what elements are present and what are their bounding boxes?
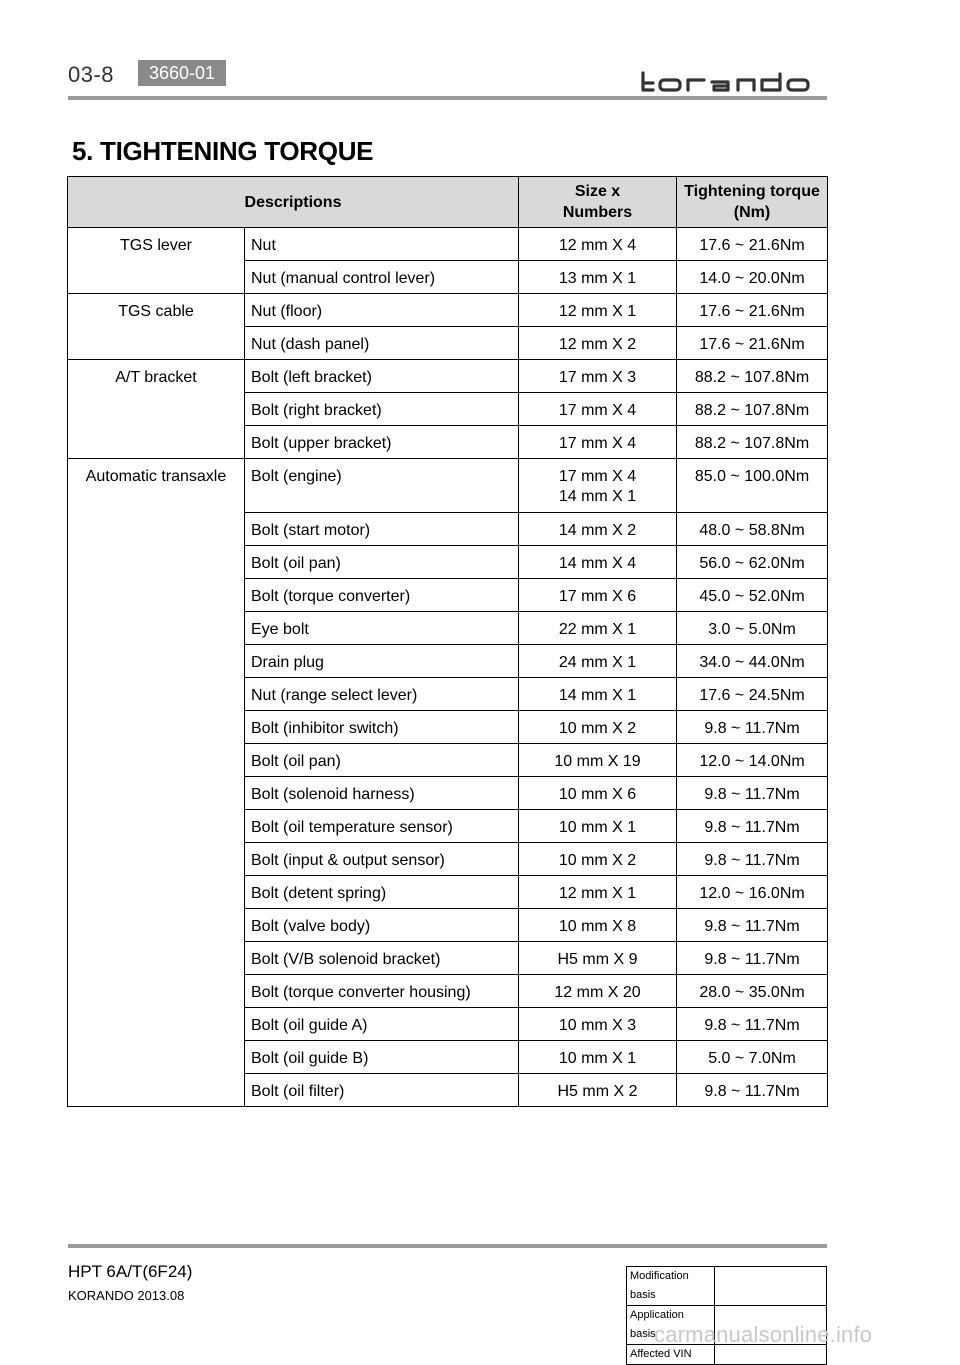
size-value: 24 mm X 1 bbox=[558, 654, 637, 671]
torque-cell: 17.6 ~ 21.6Nm bbox=[677, 294, 828, 327]
modification-basis-row bbox=[627, 1267, 827, 1306]
size-numbers-cell bbox=[519, 876, 677, 909]
size-numbers-cell bbox=[519, 1041, 677, 1074]
size-numbers-cell bbox=[519, 228, 677, 261]
size-numbers-cell bbox=[519, 744, 677, 777]
size-value: 12 mm X 1 bbox=[558, 885, 637, 902]
torque-cell: 85.0 ~ 100.0Nm bbox=[677, 459, 828, 513]
size-numbers-cell bbox=[519, 711, 677, 744]
size-value: 12 mm X 1 bbox=[558, 303, 637, 320]
table-row bbox=[68, 228, 828, 261]
size-numbers-cell bbox=[519, 579, 677, 612]
table-header-row bbox=[68, 177, 828, 228]
torque-cell: 48.0 ~ 58.8Nm bbox=[677, 513, 828, 546]
description-cell: Bolt (right bracket) bbox=[245, 393, 519, 426]
size-numbers-cell bbox=[519, 546, 677, 579]
footer-vehicle: KORANDO 2013.08 bbox=[68, 1288, 185, 1303]
footer-model: HPT 6A/T(6F24) bbox=[68, 1262, 193, 1281]
tightening-torque-table bbox=[67, 176, 828, 1107]
modification-basis-label: Modification basis bbox=[627, 1267, 715, 1306]
size-value: 17 mm X 6 bbox=[558, 588, 637, 605]
size-numbers-cell bbox=[519, 513, 677, 546]
size-value: 13 mm X 1 bbox=[558, 270, 637, 287]
korando-logo bbox=[640, 70, 826, 94]
torque-cell: 9.8 ~ 11.7Nm bbox=[677, 711, 828, 744]
torque-cell: 56.0 ~ 62.0Nm bbox=[677, 546, 828, 579]
section-title: 5. TIGHTENING TORQUE bbox=[72, 136, 374, 166]
group-name-cell: TGS lever bbox=[68, 228, 245, 294]
watermark: carmanualsonline.info bbox=[654, 1322, 873, 1347]
size-numbers-cell bbox=[519, 975, 677, 1008]
size-numbers-cell bbox=[519, 426, 677, 459]
description-cell: Bolt (solenoid harness) bbox=[245, 777, 519, 810]
description-cell: Bolt (upper bracket) bbox=[245, 426, 519, 459]
section-code-badge: 3660-01 bbox=[138, 60, 226, 86]
size-value: 14 mm X 4 bbox=[558, 555, 637, 572]
torque-cell: 9.8 ~ 11.7Nm bbox=[677, 942, 828, 975]
size-numbers-cell bbox=[519, 777, 677, 810]
size-value: 10 mm X 19 bbox=[554, 753, 641, 770]
header-tightening-torque bbox=[677, 177, 828, 228]
group-name-cell: TGS cable bbox=[68, 294, 245, 360]
size-numbers-cell bbox=[519, 810, 677, 843]
description-cell: Drain plug bbox=[245, 645, 519, 678]
size-value: 17 mm X 4 bbox=[558, 468, 637, 485]
size-numbers-cell bbox=[519, 261, 677, 294]
size-value: 22 mm X 1 bbox=[558, 621, 637, 638]
description-cell: Nut (range select lever) bbox=[245, 678, 519, 711]
size-value: 10 mm X 6 bbox=[558, 786, 637, 803]
size-value: 12 mm X 20 bbox=[554, 984, 641, 1001]
torque-cell: 12.0 ~ 16.0Nm bbox=[677, 876, 828, 909]
modification-table bbox=[626, 1266, 827, 1365]
description-cell: Bolt (engine) bbox=[245, 459, 519, 513]
description-cell: Nut (dash panel) bbox=[245, 327, 519, 360]
torque-cell: 88.2 ~ 107.8Nm bbox=[677, 360, 828, 393]
description-cell: Bolt (V/B solenoid bracket) bbox=[245, 942, 519, 975]
size-numbers-cell bbox=[519, 327, 677, 360]
table-row bbox=[68, 459, 828, 513]
size-value: 14 mm X 2 bbox=[558, 522, 637, 539]
description-cell: Bolt (oil guide B) bbox=[245, 1041, 519, 1074]
torque-cell: 17.6 ~ 21.6Nm bbox=[677, 228, 828, 261]
size-value: H5 mm X 2 bbox=[557, 1083, 638, 1100]
description-cell: Bolt (oil filter) bbox=[245, 1074, 519, 1107]
description-cell: Bolt (input & output sensor) bbox=[245, 843, 519, 876]
torque-cell: 28.0 ~ 35.0Nm bbox=[677, 975, 828, 1008]
table-row bbox=[68, 294, 828, 327]
size-numbers-cell bbox=[519, 843, 677, 876]
size-value: 17 mm X 3 bbox=[558, 369, 637, 386]
group-name-cell: Automatic transaxle bbox=[68, 459, 245, 1107]
size-value: 10 mm X 1 bbox=[558, 1050, 637, 1067]
torque-cell: 14.0 ~ 20.0Nm bbox=[677, 261, 828, 294]
modification-basis-value bbox=[715, 1267, 827, 1306]
table-row bbox=[68, 360, 828, 393]
size-numbers-cell bbox=[519, 393, 677, 426]
description-cell: Bolt (oil temperature sensor) bbox=[245, 810, 519, 843]
size-value: 10 mm X 3 bbox=[558, 1017, 637, 1034]
size-value-secondary: 14 mm X 1 bbox=[558, 488, 637, 505]
torque-cell: 88.2 ~ 107.8Nm bbox=[677, 426, 828, 459]
size-value: H5 mm X 9 bbox=[557, 951, 638, 968]
header-torque-line1: Tightening torque bbox=[684, 183, 820, 200]
group-name-cell: A/T bracket bbox=[68, 360, 245, 459]
description-cell: Bolt (oil guide A) bbox=[245, 1008, 519, 1041]
size-numbers-cell bbox=[519, 942, 677, 975]
description-cell: Bolt (valve body) bbox=[245, 909, 519, 942]
size-numbers-cell bbox=[519, 1008, 677, 1041]
torque-cell: 17.6 ~ 24.5Nm bbox=[677, 678, 828, 711]
description-cell: Bolt (left bracket) bbox=[245, 360, 519, 393]
torque-cell: 3.0 ~ 5.0Nm bbox=[677, 612, 828, 645]
size-value: 10 mm X 1 bbox=[558, 819, 637, 836]
size-value: 17 mm X 4 bbox=[558, 435, 637, 452]
description-cell: Bolt (torque converter) bbox=[245, 579, 519, 612]
torque-cell: 34.0 ~ 44.0Nm bbox=[677, 645, 828, 678]
description-cell: Nut (manual control lever) bbox=[245, 261, 519, 294]
size-numbers-cell bbox=[519, 459, 677, 513]
size-numbers-cell bbox=[519, 678, 677, 711]
torque-cell: 12.0 ~ 14.0Nm bbox=[677, 744, 828, 777]
size-numbers-cell bbox=[519, 612, 677, 645]
description-cell: Bolt (start motor) bbox=[245, 513, 519, 546]
torque-cell: 9.8 ~ 11.7Nm bbox=[677, 1008, 828, 1041]
footer-divider bbox=[68, 1244, 827, 1248]
description-cell: Bolt (oil pan) bbox=[245, 744, 519, 777]
torque-cell: 17.6 ~ 21.6Nm bbox=[677, 327, 828, 360]
description-cell: Eye bolt bbox=[245, 612, 519, 645]
size-numbers-cell bbox=[519, 360, 677, 393]
page-number: 03-8 bbox=[68, 62, 115, 87]
size-numbers-cell bbox=[519, 294, 677, 327]
size-value: 17 mm X 4 bbox=[558, 402, 637, 419]
torque-cell: 9.8 ~ 11.7Nm bbox=[677, 810, 828, 843]
torque-cell: 88.2 ~ 107.8Nm bbox=[677, 393, 828, 426]
description-cell: Nut (floor) bbox=[245, 294, 519, 327]
affected-vin-label: Affected VIN bbox=[627, 1345, 715, 1365]
torque-cell: 9.8 ~ 11.7Nm bbox=[677, 843, 828, 876]
header-torque-line2: (Nm) bbox=[733, 204, 771, 221]
header-size-line2: Numbers bbox=[562, 204, 633, 221]
description-cell: Nut bbox=[245, 228, 519, 261]
description-cell: Bolt (detent spring) bbox=[245, 876, 519, 909]
size-numbers-cell bbox=[519, 645, 677, 678]
header-divider bbox=[68, 96, 827, 100]
size-value: 12 mm X 2 bbox=[558, 336, 637, 353]
description-cell: Bolt (torque converter housing) bbox=[245, 975, 519, 1008]
description-cell: Bolt (oil pan) bbox=[245, 546, 519, 579]
application-basis-label: Application basis bbox=[627, 1306, 715, 1345]
header-size-numbers bbox=[519, 177, 677, 228]
size-numbers-cell bbox=[519, 1074, 677, 1107]
torque-cell: 9.8 ~ 11.7Nm bbox=[677, 777, 828, 810]
size-numbers-cell bbox=[519, 909, 677, 942]
size-value: 12 mm X 4 bbox=[558, 237, 637, 254]
torque-cell: 9.8 ~ 11.7Nm bbox=[677, 909, 828, 942]
header-size-line1: Size x bbox=[574, 183, 621, 200]
table-body bbox=[68, 228, 828, 1107]
torque-cell: 45.0 ~ 52.0Nm bbox=[677, 579, 828, 612]
size-value: 10 mm X 2 bbox=[558, 720, 637, 737]
size-value: 10 mm X 2 bbox=[558, 852, 637, 869]
size-value: 10 mm X 8 bbox=[558, 918, 637, 935]
header-descriptions: Descriptions bbox=[68, 177, 519, 228]
size-value: 14 mm X 1 bbox=[558, 687, 637, 704]
torque-cell: 9.8 ~ 11.7Nm bbox=[677, 1074, 828, 1107]
description-cell: Bolt (inhibitor switch) bbox=[245, 711, 519, 744]
torque-cell: 5.0 ~ 7.0Nm bbox=[677, 1041, 828, 1074]
